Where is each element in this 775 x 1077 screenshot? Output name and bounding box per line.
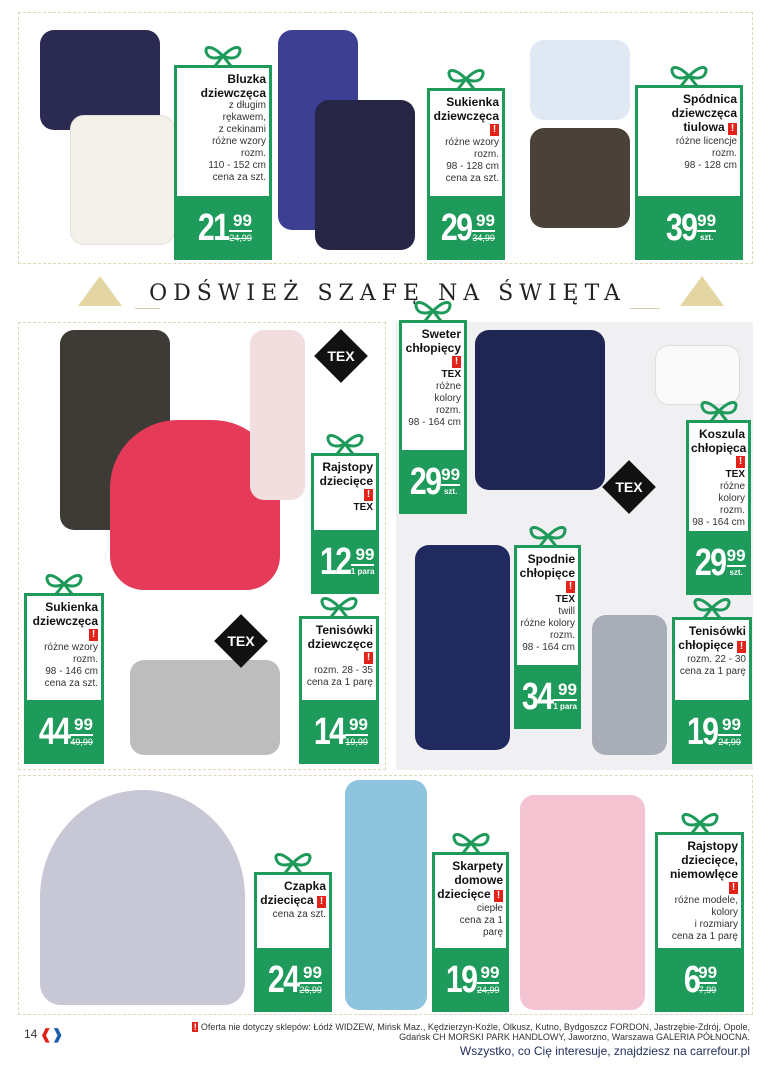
price-cents: 99: [697, 211, 717, 230]
product-title: Sweter: [421, 327, 461, 341]
alert-icon: !: [494, 890, 503, 902]
product-detail: cena za 1 parę: [671, 931, 738, 942]
old-price: 7,99: [698, 985, 717, 995]
ribbon-bow-icon: [323, 430, 367, 454]
product-detail: cena za szt.: [272, 909, 326, 920]
price-tag: [514, 545, 581, 729]
tag-text: [658, 835, 741, 948]
product-image-ballet-flats: [130, 660, 280, 755]
store-exclusion-note: [192, 1022, 750, 1042]
product-title-line: [404, 341, 461, 355]
tag-text: [257, 875, 329, 948]
product-title: dziewczęca: [32, 614, 98, 628]
product-title: chłopięce: [519, 566, 575, 580]
product-detail: 98 - 164 cm: [692, 517, 745, 528]
product-detail: różne kolory: [718, 481, 745, 504]
product-detail: 98 - 128 cm: [684, 160, 737, 171]
product-title-line: [437, 887, 503, 903]
note-line: Gdańsk CH MORSKI PARK HANDLOWY, Jaworzno, Warszawa GALERIA PÓŁNOCNA.: [399, 1032, 750, 1042]
price-tag: [672, 617, 752, 764]
product-title: Sukienka: [45, 600, 98, 614]
product-image-baby-tights: [520, 795, 645, 1010]
tag-text: [27, 596, 101, 700]
product-title-line: [304, 637, 373, 651]
product-detail: różne: [435, 381, 461, 392]
price-cents: 99: [472, 212, 495, 232]
product-title-line: [437, 873, 503, 887]
product-title-line: [304, 623, 373, 637]
tex-badge-label: TEX: [615, 479, 643, 495]
price-main: 12: [319, 541, 351, 583]
price-cents: 99: [441, 465, 461, 484]
ribbon-bow-icon: [526, 522, 570, 546]
tag-text: [430, 91, 502, 196]
product-detail: 98 - 146 cm: [45, 666, 98, 677]
price-tag: [299, 616, 379, 764]
product-image-girls-blouse-white: [70, 115, 175, 245]
product-title-line: [179, 72, 266, 86]
product-title: Rajstopy: [687, 839, 738, 853]
product-title: dziewczęca: [433, 109, 499, 123]
product-title: Spodnie: [527, 552, 575, 566]
product-detail: cena za 1 parę: [679, 666, 746, 677]
product-title: domowe: [454, 873, 503, 887]
product-detail: 98 - 164 cm: [408, 417, 461, 428]
tex-label: TEX: [555, 594, 575, 605]
product-image-tulle-skirt-black: [530, 128, 630, 228]
product-title: dziewczęca: [671, 106, 737, 120]
price-cents: 99: [553, 681, 577, 701]
product-detail: cena za szt.: [445, 173, 499, 184]
price-main: 29: [440, 207, 472, 249]
product-title: Spódnica: [682, 92, 737, 106]
product-title-line: [316, 460, 373, 474]
tag-text: [689, 423, 748, 531]
product-image-slipper-socks: [345, 780, 427, 1010]
product-image-girls-dress-navy: [315, 100, 415, 250]
price-cents: 99: [726, 546, 746, 565]
product-title: Sukienka: [446, 95, 499, 109]
price-cents: 99: [70, 716, 93, 736]
old-price: 34,99: [472, 233, 495, 243]
price-cents: 99: [299, 964, 322, 984]
product-title-line: [259, 879, 326, 893]
product-title: Koszula: [698, 427, 745, 441]
price-main: 34: [521, 676, 553, 718]
product-detail: cena za szt.: [212, 172, 266, 183]
price-cents: 99: [718, 716, 741, 736]
price-tag: [655, 832, 744, 1012]
product-image-hats: [40, 790, 245, 1005]
ribbon-bow-icon: [317, 593, 361, 617]
old-price: 49,99: [70, 737, 93, 747]
product-title-line: [677, 638, 746, 654]
product-image-boys-sneakers: [592, 615, 667, 755]
price-unit: szt.: [729, 568, 743, 577]
product-title-line: [660, 853, 738, 867]
tag-text: [302, 619, 376, 700]
product-title: dziecięce,: [681, 853, 738, 867]
product-detail: różne wzory: [212, 136, 266, 147]
tag-text: [675, 620, 749, 700]
price-tag: [432, 852, 509, 1012]
old-price: 24,99: [718, 737, 741, 747]
price-main: 19: [445, 959, 477, 1001]
price-cents: 99: [345, 716, 368, 736]
product-detail: cena za 1 parę: [459, 915, 503, 938]
product-detail: rozm.: [720, 505, 745, 516]
tex-label: TEX: [441, 369, 461, 380]
price-cents: 99: [477, 964, 500, 984]
price-tag: [427, 88, 505, 260]
product-detail: różne wzory: [445, 137, 499, 148]
ribbon-bow-icon: [411, 297, 455, 321]
product-detail: z cekinami: [218, 124, 266, 135]
price-main: 14: [313, 711, 345, 753]
price-unit: 1 para: [553, 702, 577, 711]
product-title: niemowlęce: [669, 867, 738, 881]
product-title: chłopięcy: [405, 341, 461, 355]
price-block: [672, 700, 752, 764]
product-detail: kolory: [711, 907, 738, 918]
product-title: Tenisówki: [315, 623, 373, 637]
price-cents: 99: [698, 963, 718, 982]
product-title: Rajstopy: [322, 460, 373, 474]
alert-icon: !: [364, 652, 373, 664]
ribbon-bow-icon: [271, 849, 315, 873]
price-block: [635, 196, 743, 260]
product-detail: rozm.: [474, 149, 499, 160]
product-title: tiulowa: [683, 120, 725, 134]
alert-icon: !: [736, 456, 745, 468]
product-title: Skarpety: [452, 859, 503, 873]
product-title: Czapka: [283, 879, 326, 893]
ribbon-bow-icon: [201, 42, 245, 66]
price-tag: [635, 85, 743, 260]
price-block: [686, 531, 751, 595]
tree-decoration-right: [680, 276, 724, 306]
product-image-boys-shirt: [655, 345, 740, 405]
price-main: 21: [197, 207, 229, 249]
alert-icon: !: [317, 896, 326, 908]
alert-icon: !: [452, 356, 461, 368]
product-title: dziecięca: [260, 893, 314, 907]
alert-icon: !: [89, 629, 98, 641]
tex-label: TEX: [725, 469, 745, 480]
product-title-line: [660, 867, 738, 881]
alert-icon: !: [737, 641, 746, 653]
product-detail: kolory: [434, 393, 461, 404]
product-title-line: [259, 893, 326, 909]
alert-icon: !: [729, 882, 738, 894]
alert-icon: !: [364, 489, 373, 501]
old-price: 24,99: [476, 985, 500, 995]
product-detail: rozm. 28 - 35: [314, 665, 373, 676]
product-title-line: [29, 600, 98, 614]
price-tag: [24, 593, 104, 764]
tag-text: [177, 68, 269, 196]
tex-badge: [314, 329, 368, 383]
price-block: [399, 450, 467, 514]
tex-label: TEX: [353, 502, 373, 513]
price-cents: 99: [351, 546, 375, 566]
old-price: 19,99: [345, 737, 368, 747]
price-tag: [174, 65, 272, 260]
product-image-tulle-skirt-blue: [530, 40, 630, 120]
divider: [135, 308, 160, 309]
product-title-line: [677, 624, 746, 638]
product-detail: różne licencje: [675, 136, 737, 147]
product-title-line: [519, 566, 575, 580]
product-title: Tenisówki: [688, 624, 746, 638]
product-detail: cena za szt.: [44, 678, 98, 689]
alert-icon: !: [728, 123, 737, 135]
price-block: [432, 948, 509, 1012]
price-tag: [311, 453, 379, 594]
price-block: [299, 700, 379, 764]
price-main: 24: [267, 959, 299, 1001]
tag-text: [435, 855, 506, 948]
alert-icon: !: [490, 124, 499, 136]
product-image-boys-trousers: [415, 545, 510, 750]
product-detail: z długim: [228, 100, 266, 111]
old-price: 24,99: [229, 233, 252, 243]
ribbon-bow-icon: [42, 570, 86, 594]
product-title: chłopięce: [678, 638, 734, 652]
product-detail: twill: [558, 606, 575, 617]
product-title-line: [179, 86, 266, 100]
alert-icon: !: [193, 1022, 197, 1032]
price-tag: [399, 320, 467, 514]
old-price: 26,99: [299, 985, 322, 995]
product-detail: rozm.: [550, 630, 575, 641]
product-detail: różne modele,: [674, 895, 738, 906]
tag-text: [638, 88, 740, 196]
note-line: Oferta nie dotyczy sklepów: Łódź WIDZEW, Mińsk Maz., Kędzierzyn-Koźle, Olkusz, Kutno, Bydgoszcz FORDON, Jastrzębie-Zdrój, Opole,: [200, 1022, 750, 1032]
product-title-line: [691, 441, 745, 455]
tex-badge: [214, 614, 268, 668]
ribbon-bow-icon: [449, 829, 493, 853]
ribbon-bow-icon: [667, 62, 711, 86]
product-detail: różne wzory: [44, 642, 98, 653]
product-title-line: [437, 859, 503, 873]
product-title-line: [404, 327, 461, 341]
price-main: 29: [409, 461, 441, 503]
product-detail: rozm.: [712, 148, 737, 159]
price-tag: [254, 872, 332, 1012]
slogan: Wszystko, co Cię interesuje, znajdziesz na carrefour.pl: [459, 1044, 750, 1058]
price-main: 29: [695, 542, 726, 584]
carrefour-logo: ❰❱: [40, 1026, 64, 1042]
product-title-line: [29, 614, 98, 628]
product-title-line: [432, 95, 499, 109]
product-title: dziecięce: [437, 887, 491, 901]
price-main: 44: [38, 711, 70, 753]
price-block: [514, 665, 581, 729]
product-title: dziewczęce: [307, 637, 373, 651]
product-title-line: [316, 474, 373, 488]
product-detail: 110 - 152 cm: [208, 160, 266, 171]
product-detail: ciepłe: [476, 903, 503, 914]
ribbon-bow-icon: [697, 397, 741, 421]
price-block: [427, 196, 505, 260]
ribbon-bow-icon: [678, 809, 722, 833]
page-number: 14: [24, 1027, 38, 1041]
product-title-line: [519, 552, 575, 566]
price-tag: [686, 420, 751, 592]
alert-icon: !: [566, 581, 575, 593]
product-title-line: [691, 427, 745, 441]
product-title: dziecięce: [319, 474, 373, 488]
price-block: [254, 948, 332, 1012]
price-cents: 99: [229, 212, 252, 232]
product-title-line: [660, 839, 738, 853]
tag-text: [402, 323, 464, 450]
price-unit: 1 para: [350, 567, 375, 576]
product-title: chłopięca: [691, 441, 747, 455]
tex-badge: [602, 460, 656, 514]
product-detail: 98 - 164 cm: [522, 642, 575, 653]
product-detail: rozm. 22 - 30: [687, 654, 746, 665]
price-block: [655, 948, 744, 1012]
product-title-line: [432, 109, 499, 123]
price-main: 19: [686, 711, 718, 753]
price-block: [174, 196, 272, 260]
price-main: 39: [665, 207, 697, 249]
product-title: Bluzka: [227, 72, 266, 86]
tex-badge-label: TEX: [327, 348, 355, 364]
product-detail: rękawem,: [222, 112, 266, 123]
product-detail: 98 - 128 cm: [446, 161, 499, 172]
product-title: dziewczęca: [200, 86, 266, 100]
product-title-line: [640, 120, 737, 136]
tag-text: [314, 456, 376, 530]
product-title-line: [640, 92, 737, 106]
tex-badge-label: TEX: [227, 633, 255, 649]
divider: [630, 308, 660, 309]
product-title-line: [640, 106, 737, 120]
product-detail: cena za 1 parę: [306, 677, 373, 688]
ribbon-bow-icon: [444, 65, 488, 89]
price-main: 6: [683, 959, 700, 1001]
price-block: [311, 530, 379, 594]
section-heading: ODŚWIEŻ SZAFĘ NA ŚWIĘTA: [149, 281, 626, 306]
price-block: [24, 700, 104, 764]
price-unit: szt.: [699, 233, 714, 242]
product-detail: różne kolory: [520, 618, 575, 629]
product-image-tights: [250, 330, 305, 500]
product-detail: rozm.: [241, 148, 266, 159]
ribbon-bow-icon: [690, 594, 734, 618]
tag-text: [517, 548, 578, 665]
product-detail: i rozmiary: [694, 919, 738, 930]
product-detail: rozm.: [73, 654, 98, 665]
price-unit: szt.: [443, 487, 458, 496]
product-detail: rozm.: [436, 405, 461, 416]
product-image-boys-sweater: [475, 330, 605, 490]
